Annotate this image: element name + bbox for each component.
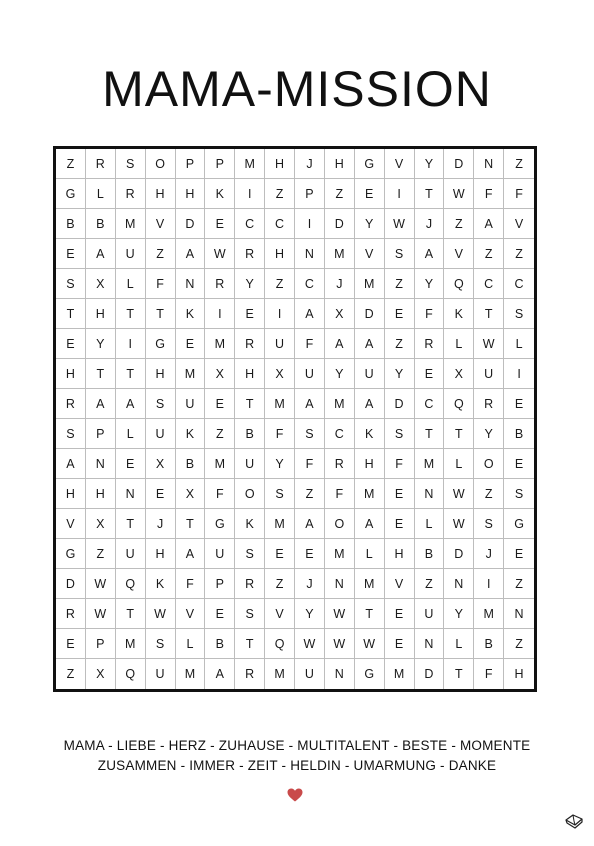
grid-cell: E xyxy=(56,239,86,269)
grid-cell: P xyxy=(86,629,116,659)
grid-cell: L xyxy=(116,419,146,449)
grid-cell: H xyxy=(146,539,176,569)
grid-cell: Z xyxy=(205,419,235,449)
grid-cell: A xyxy=(56,449,86,479)
grid-cell: W xyxy=(86,569,116,599)
grid-cell: H xyxy=(86,299,116,329)
grid-cell: Y xyxy=(235,269,265,299)
grid-cell: S xyxy=(116,149,146,179)
grid-cell: N xyxy=(295,239,325,269)
grid-cell: T xyxy=(415,419,445,449)
grid-cell: E xyxy=(504,539,534,569)
grid-cell: V xyxy=(355,239,385,269)
grid-cell: D xyxy=(444,149,474,179)
grid-cell: A xyxy=(116,389,146,419)
grid-cell: I xyxy=(205,299,235,329)
grid-cell: M xyxy=(176,659,206,689)
grid-cell: Z xyxy=(474,479,504,509)
grid-cell: Y xyxy=(295,599,325,629)
grid-cell: R xyxy=(235,239,265,269)
grid-cell: Q xyxy=(116,569,146,599)
grid-cell: N xyxy=(86,449,116,479)
grid-cell: P xyxy=(205,569,235,599)
grid-cell: X xyxy=(86,509,116,539)
grid-cell: E xyxy=(265,539,295,569)
grid-cell: U xyxy=(295,359,325,389)
grid-cell: X xyxy=(86,269,116,299)
grid-cell: I xyxy=(295,209,325,239)
grid-cell: N xyxy=(176,269,206,299)
grid-cell: E xyxy=(235,299,265,329)
grid-cell: P xyxy=(205,149,235,179)
grid-cell: Z xyxy=(415,569,445,599)
grid-cell: A xyxy=(86,389,116,419)
grid-cell: M xyxy=(265,509,295,539)
grid-cell: C xyxy=(504,269,534,299)
grid-cell: F xyxy=(474,659,504,689)
grid-cell: A xyxy=(176,539,206,569)
grid-cell: V xyxy=(385,569,415,599)
grid-cell: Z xyxy=(504,149,534,179)
grid-cell: N xyxy=(116,479,146,509)
grid-cell: B xyxy=(504,419,534,449)
grid-cell: L xyxy=(86,179,116,209)
grid-cell: A xyxy=(176,239,206,269)
grid-cell: H xyxy=(265,239,295,269)
grid-cell: N xyxy=(444,569,474,599)
grid-cell: A xyxy=(355,509,385,539)
grid-cell: J xyxy=(295,569,325,599)
grid-cell: Z xyxy=(325,179,355,209)
grid-cell: U xyxy=(176,389,206,419)
grid-cell: V xyxy=(385,149,415,179)
grid-cell: M xyxy=(355,269,385,299)
grid-cell: H xyxy=(146,359,176,389)
grid-cell: C xyxy=(235,209,265,239)
grid-cell: U xyxy=(116,539,146,569)
grid-cell: U xyxy=(415,599,445,629)
grid-cell: F xyxy=(415,299,445,329)
grid-cell: W xyxy=(295,629,325,659)
grid-cell: T xyxy=(116,599,146,629)
grid-cell: K xyxy=(235,509,265,539)
grid-cell: L xyxy=(116,269,146,299)
grid-cell: G xyxy=(355,149,385,179)
grid-cell: B xyxy=(235,419,265,449)
grid-cell: P xyxy=(295,179,325,209)
grid-cell: E xyxy=(385,599,415,629)
grid-cell: V xyxy=(56,509,86,539)
grid-cell: N xyxy=(504,599,534,629)
grid-cell: F xyxy=(146,269,176,299)
grid-cell: Y xyxy=(474,419,504,449)
grid-cell: Z xyxy=(504,629,534,659)
grid-cell: N xyxy=(415,479,445,509)
grid-cell: E xyxy=(56,329,86,359)
grid-cell: E xyxy=(176,329,206,359)
grid-cell: W xyxy=(146,599,176,629)
grid-cell: T xyxy=(116,299,146,329)
grid-cell: K xyxy=(205,179,235,209)
grid-cell: M xyxy=(265,659,295,689)
grid-cell: M xyxy=(205,329,235,359)
grid-cell: F xyxy=(385,449,415,479)
grid-cell: R xyxy=(56,599,86,629)
grid-cell: L xyxy=(355,539,385,569)
grid-cell: W xyxy=(444,509,474,539)
grid-cell: S xyxy=(504,299,534,329)
grid-cell: W xyxy=(444,179,474,209)
grid-cell: C xyxy=(265,209,295,239)
grid-cell: W xyxy=(325,629,355,659)
grid-cell: T xyxy=(415,179,445,209)
grid-cell: H xyxy=(325,149,355,179)
grid-cell: H xyxy=(235,359,265,389)
grid-cell: M xyxy=(205,449,235,479)
grid-cell: T xyxy=(235,389,265,419)
grid-cell: T xyxy=(146,299,176,329)
grid-cell: R xyxy=(235,569,265,599)
grid-cell: B xyxy=(205,629,235,659)
grid-cell: X xyxy=(86,659,116,689)
grid-cell: V xyxy=(504,209,534,239)
grid-cell: D xyxy=(56,569,86,599)
grid-cell: J xyxy=(415,209,445,239)
grid-cell: R xyxy=(415,329,445,359)
grid-cell: S xyxy=(235,539,265,569)
grid-cell: O xyxy=(235,479,265,509)
grid-cell: H xyxy=(176,179,206,209)
grid-cell: F xyxy=(325,479,355,509)
grid-cell: F xyxy=(295,449,325,479)
grid-cell: W xyxy=(444,479,474,509)
grid-cell: M xyxy=(385,659,415,689)
word-list-line-2: ZUSAMMEN - IMMER - ZEIT - HELDIN - UMARMUNG - DANKE xyxy=(97,758,497,773)
grid-cell: I xyxy=(265,299,295,329)
grid-cell: H xyxy=(56,359,86,389)
grid-cell: D xyxy=(355,299,385,329)
grid-cell: D xyxy=(176,209,206,239)
grid-cell: S xyxy=(235,599,265,629)
grid-cell: C xyxy=(474,269,504,299)
grid-cell: W xyxy=(385,209,415,239)
grid-cell: Z xyxy=(504,239,534,269)
grid-cell: H xyxy=(385,539,415,569)
grid-cell: W xyxy=(474,329,504,359)
grid-cell: X xyxy=(444,359,474,389)
grid-cell: E xyxy=(355,179,385,209)
grid-cell: B xyxy=(176,449,206,479)
grid-cell: J xyxy=(474,539,504,569)
grid-cell: U xyxy=(116,239,146,269)
grid-cell: V xyxy=(444,239,474,269)
grid-cell: H xyxy=(514,667,524,681)
grid-cell: X xyxy=(265,359,295,389)
grid-cell: Y xyxy=(355,209,385,239)
grid-cell: Z xyxy=(385,269,415,299)
grid-cell: E xyxy=(504,389,534,419)
grid-cell: E xyxy=(205,599,235,629)
grid-cell: Z xyxy=(265,269,295,299)
grid-cell: J xyxy=(295,149,325,179)
grid-cell: L xyxy=(444,449,474,479)
grid-cell: Q xyxy=(444,269,474,299)
grid-cell: I xyxy=(504,359,534,389)
grid-cell: S xyxy=(385,239,415,269)
grid-cell: Y xyxy=(325,359,355,389)
grid-cell: D xyxy=(325,209,355,239)
grid-cell: T xyxy=(86,359,116,389)
grid-cell: E xyxy=(56,629,86,659)
grid-cell: U xyxy=(235,449,265,479)
grid-cell: M xyxy=(176,359,206,389)
grid-cell: A xyxy=(415,239,445,269)
grid-cell: E xyxy=(504,449,534,479)
grid-cell: R xyxy=(325,449,355,479)
grid-cell: S xyxy=(56,269,86,299)
grid-cell: S xyxy=(295,419,325,449)
grid-cell: H xyxy=(86,479,116,509)
grid-cell: E xyxy=(205,209,235,239)
grid-cell: F xyxy=(504,179,534,209)
book-logo-icon xyxy=(564,811,584,829)
grid-cell: T xyxy=(176,509,206,539)
grid-cell: N xyxy=(474,149,504,179)
grid-cell: E xyxy=(205,389,235,419)
word-list-line-1: MAMA - LIEBE - HERZ - ZUHAUSE - MULTITALENT - BESTE - MOMENTE xyxy=(63,738,531,753)
grid-cell: F xyxy=(295,329,325,359)
grid-cell: B xyxy=(86,209,116,239)
grid-cell: G xyxy=(504,509,534,539)
grid-cell: A xyxy=(355,329,385,359)
grid-cell: A xyxy=(325,329,355,359)
grid-cell: C xyxy=(415,389,445,419)
grid-cell: S xyxy=(265,479,295,509)
grid-cell: A xyxy=(86,239,116,269)
grid-cell: Y xyxy=(444,599,474,629)
grid-cell: N xyxy=(415,629,445,659)
grid-cell: T xyxy=(444,419,474,449)
grid-cell: Z xyxy=(385,329,415,359)
grid-cell: J xyxy=(325,269,355,299)
grid-cell: Z xyxy=(504,569,534,599)
grid-cell: Q xyxy=(444,389,474,419)
grid-cell: U xyxy=(205,539,235,569)
grid-cell: Z xyxy=(474,239,504,269)
grid-cell: E xyxy=(385,629,415,659)
grid-cell: E xyxy=(415,359,445,389)
grid-cell: P xyxy=(176,149,206,179)
grid-cell: S xyxy=(56,419,86,449)
grid-cell: M xyxy=(265,389,295,419)
grid-cell: Q xyxy=(265,629,295,659)
grid-cell: X xyxy=(146,449,176,479)
grid-cell: X xyxy=(176,479,206,509)
grid-cell: M xyxy=(325,239,355,269)
grid-cell: I xyxy=(116,329,146,359)
grid-cell: A xyxy=(355,389,385,419)
grid-cell: E xyxy=(116,449,146,479)
grid-cell: N xyxy=(325,569,355,599)
word-list xyxy=(0,736,594,776)
grid-cell: I xyxy=(474,569,504,599)
grid-cell: L xyxy=(444,629,474,659)
grid-cell: I xyxy=(235,179,265,209)
grid-cell: W xyxy=(86,599,116,629)
heart-icon xyxy=(287,788,303,802)
grid-cell: Z xyxy=(56,149,86,179)
grid-cell: R xyxy=(474,389,504,419)
grid-cell: F xyxy=(205,479,235,509)
grid-cell: U xyxy=(265,329,295,359)
grid-cell: K xyxy=(176,299,206,329)
grid-cell: K xyxy=(355,419,385,449)
grid-cell: S xyxy=(385,419,415,449)
grid-cell: G xyxy=(56,179,86,209)
grid-cell: K xyxy=(146,569,176,599)
grid-cell: U xyxy=(146,419,176,449)
grid-cell: D xyxy=(415,659,445,689)
grid-cell: R xyxy=(86,149,116,179)
grid-cell: C xyxy=(325,419,355,449)
grid-cell: F xyxy=(265,419,295,449)
grid-cell: V xyxy=(146,209,176,239)
grid-cell: M xyxy=(355,569,385,599)
grid-cell: G xyxy=(355,659,385,689)
grid-cell: F xyxy=(474,179,504,209)
grid-cell: A xyxy=(474,209,504,239)
grid-cell: Z xyxy=(86,539,116,569)
grid-cell: Y xyxy=(385,359,415,389)
grid-cell: Z xyxy=(444,209,474,239)
grid-cell: M xyxy=(116,629,146,659)
grid-cell: B xyxy=(415,539,445,569)
grid-cell: X xyxy=(325,299,355,329)
grid-cell: H xyxy=(355,449,385,479)
grid-cell: R xyxy=(116,179,146,209)
grid-cell: Y xyxy=(415,149,445,179)
grid-cell: T xyxy=(474,299,504,329)
grid-cell: O xyxy=(474,449,504,479)
grid-cell: T xyxy=(116,359,146,389)
grid-cell: L xyxy=(415,509,445,539)
grid-cell: A xyxy=(295,299,325,329)
grid-cell: M xyxy=(415,449,445,479)
grid-cell: G xyxy=(146,329,176,359)
grid-cell: N xyxy=(325,659,355,689)
grid-cell: S xyxy=(146,629,176,659)
grid-cell: T xyxy=(116,509,146,539)
grid-cell: A xyxy=(205,659,235,689)
grid-cell: V xyxy=(265,599,295,629)
grid-cell: T xyxy=(355,599,385,629)
grid-cell: M xyxy=(235,149,265,179)
page-title: MAMA-MISSION xyxy=(102,61,492,117)
grid-cell: L xyxy=(176,629,206,659)
grid-cell: E xyxy=(295,539,325,569)
grid-cell: S xyxy=(474,509,504,539)
grid-cell: B xyxy=(56,209,86,239)
grid-cell: E xyxy=(385,479,415,509)
grid-cell: H xyxy=(56,479,86,509)
grid-cell: B xyxy=(474,629,504,659)
grid-cell: P xyxy=(86,419,116,449)
grid-cell: L xyxy=(504,329,534,359)
grid-cell: Y xyxy=(415,269,445,299)
grid-cell: E xyxy=(146,479,176,509)
grid-cell: U xyxy=(146,659,176,689)
grid-cell: W xyxy=(205,239,235,269)
grid-cell: E xyxy=(385,509,415,539)
grid-cell: M xyxy=(325,539,355,569)
grid-cell: M xyxy=(474,599,504,629)
grid-cell: M xyxy=(355,479,385,509)
grid-cell: G xyxy=(205,509,235,539)
grid-cell: O xyxy=(146,149,176,179)
grid-cell: S xyxy=(504,479,534,509)
grid-cell: Y xyxy=(86,329,116,359)
grid-cell: A xyxy=(295,389,325,419)
grid-cell: J xyxy=(146,509,176,539)
grid-cell: Z xyxy=(56,659,86,689)
grid-cell: Y xyxy=(265,449,295,479)
grid-cell: O xyxy=(325,509,355,539)
grid-cell: D xyxy=(444,539,474,569)
grid-cell: Q xyxy=(116,659,146,689)
grid-cell: R xyxy=(205,269,235,299)
grid-cell: G xyxy=(56,539,86,569)
grid-cell: K xyxy=(176,419,206,449)
grid-cell: C xyxy=(295,269,325,299)
grid-cell: H xyxy=(146,179,176,209)
grid-cell: Z xyxy=(265,569,295,599)
word-search-grid xyxy=(53,146,537,692)
grid-cell: R xyxy=(56,389,86,419)
grid-cell: T xyxy=(235,629,265,659)
grid-cell: X xyxy=(205,359,235,389)
grid-cell: T xyxy=(444,659,474,689)
grid-cell: T xyxy=(56,299,86,329)
grid-cell: I xyxy=(385,179,415,209)
grid-cell: Z xyxy=(146,239,176,269)
grid-cell: W xyxy=(355,629,385,659)
grid-cell: W xyxy=(325,599,355,629)
grid-cell: A xyxy=(295,509,325,539)
grid-cell: R xyxy=(235,329,265,359)
grid-cell: U xyxy=(355,359,385,389)
grid-cell: E xyxy=(385,299,415,329)
grid-cell: Z xyxy=(265,179,295,209)
grid-cell: M xyxy=(116,209,146,239)
grid-cell: R xyxy=(235,659,265,689)
grid-cell: F xyxy=(176,569,206,599)
grid-cell: Z xyxy=(295,479,325,509)
grid-cell: V xyxy=(176,599,206,629)
grid-cell: L xyxy=(444,329,474,359)
grid-cell: D xyxy=(385,389,415,419)
grid-cell: U xyxy=(474,359,504,389)
grid-cell: K xyxy=(444,299,474,329)
grid-cell: S xyxy=(146,389,176,419)
grid-cell: H xyxy=(265,149,295,179)
grid-cell: M xyxy=(325,389,355,419)
grid-cell: U xyxy=(295,659,325,689)
